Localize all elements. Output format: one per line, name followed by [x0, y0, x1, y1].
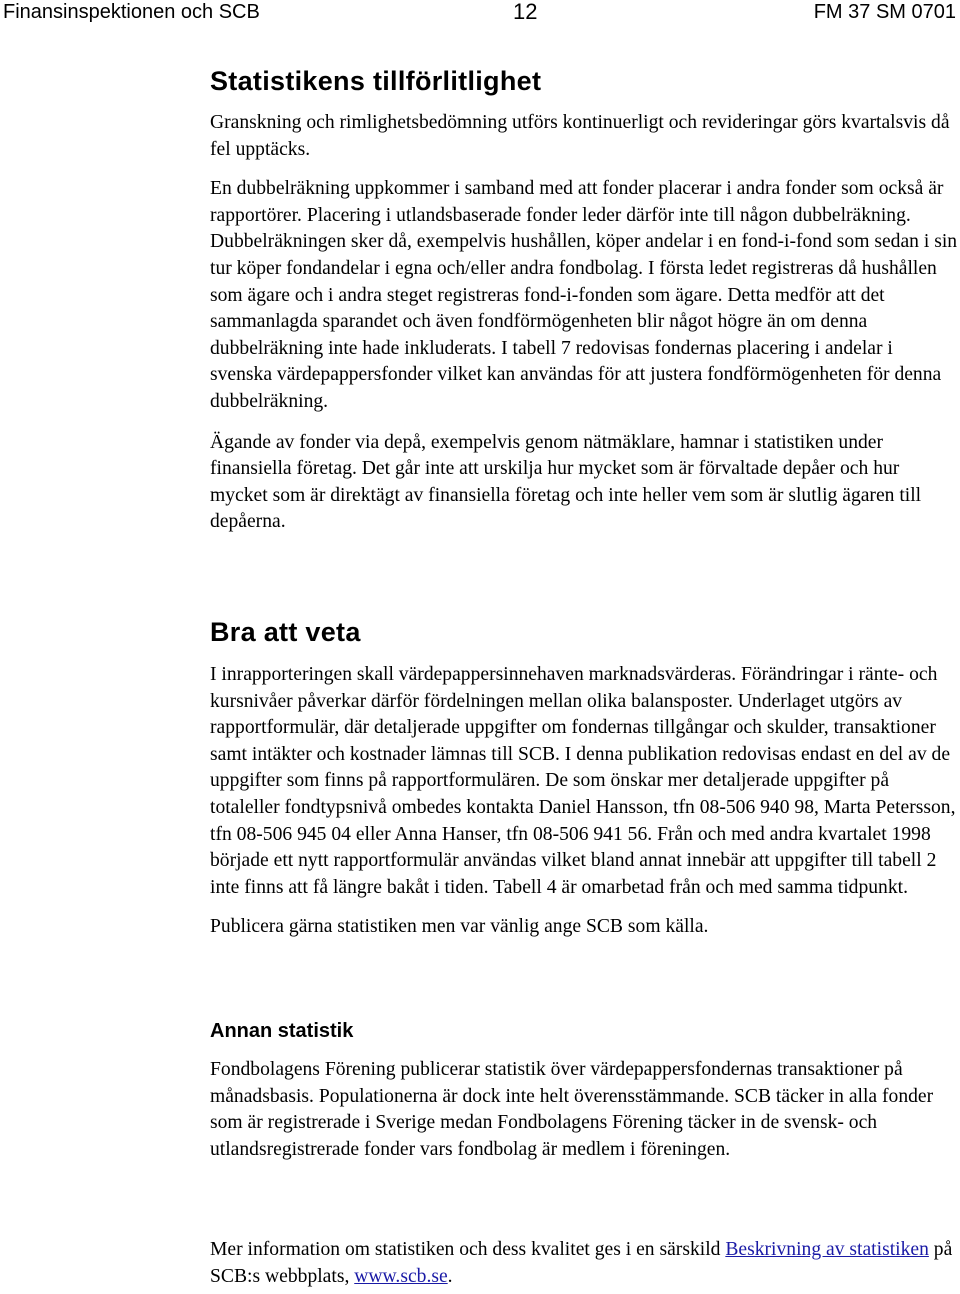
paragraph: En dubbelräkning uppkommer i samband med att fonder placerar i andra fonder som också är rapportörer. Placering i utlandsbaserade fonder leder därför inte till någon dubbelräkning. Dubbelräkningen sker då, exempelvis hushållen, köper andelar i en fond-i-fond som sedan i sin tur köper fondandelar i egna och/eller andra fondbolag. I första ledet registreras då hushållen som ägare och i andra steget registreras fond-i-fonden som ägare. Detta medför att det sammanlagda sparandet och även fondförmögenheten blir något högre än om denna dubbelräkning inte hade inkluderats. I tabell 7 redovisas fondernas placering i andelar i svenska värdepappersfonder vilket kan användas för att justera fondförmögenheten för denna dubbelräkning.	[210, 178, 958, 412]
paragraph: I inrapporteringen skall värdepappersinnehaven marknadsvärderas. Förändringar i ränte- och kursnivåer påverkar därför fördelningen mellan olika balansposter. Underlaget utgörs av rapportformulär, där detaljerade uppgifter om fondernas tillgångar och skulder, transaktioner samt intäkter och kostnader lämnas till SCB. I denna publikation redovisas endast en del av de uppgifter som finns på rapportformulären. De som önskar mer detaljerade uppgifter på totaleller fondtypsnivå ombedes kontakta Daniel Hansson, tfn 08-506 940 98, Marta Petersson, tfn 08-506 945 04 eller Anna Hanser, tfn 08-506 941 56. Från och med andra kvartalet 1998 började ett nytt rapportformulär användas vilket bland annat innebär att uppgifter till tabell 2 inte finns att få längre bakåt i tiden. Tabell 4 är omarbetad från och med samma tidpunkt.	[210, 664, 956, 898]
paragraph: Ägande av fonder via depå, exempelvis genom nätmäklare, hamnar i statistiken under finansiella företag. Det går inte att urskilja hur mycket som är förvaltade depåer och hur mycket som är direktägt av finansiella företag och inte heller vem som är slutlig ägaren till depåerna.	[210, 431, 922, 533]
page-number: 12	[513, 0, 538, 24]
paragraph: Granskning och rimlighetsbedömning utförs kontinuerligt och revideringar görs kvartalsvis då fel upptäcks.	[210, 112, 950, 160]
section-subheading: Annan statistik	[210, 1020, 354, 1042]
more-info	[210, 1237, 958, 1290]
more-info-text: .	[447, 1265, 453, 1287]
section-annan-statistik	[210, 1019, 958, 1163]
more-info-text: på SCB:s webbplats,	[210, 1239, 953, 1287]
running-header-left: Finansinspektionen och SCB	[3, 1, 260, 23]
section-heading: Bra att veta	[210, 617, 361, 647]
section-statistikens-tillforlitlighet	[210, 66, 958, 536]
more-info-text: Mer information om statistiken och dess kvalitet ges i en särskild	[210, 1239, 726, 1260]
beskrivning-link[interactable]: Beskrivning av statistiken	[725, 1239, 929, 1260]
more-info-paragraph	[210, 1237, 958, 1290]
scb-website-link[interactable]: www.scb.se	[354, 1265, 448, 1287]
paragraph: Publicera gärna statistiken men var vänlig ange SCB som källa.	[210, 916, 709, 938]
section-heading: Statistikens tillförlitlighet	[210, 66, 542, 96]
paragraph: Fondbolagens Förening publicerar statistik över värdepappersfondernas transaktioner på månadsbasis. Populationerna är dock inte helt överensstämmande. SCB täcker in alla fonder som är registrerade i Sverige medan Fondbolagens Förening täcker in de svensk- och utlandsregistrerade fonder vars fondbolag är medlem i föreningen.	[210, 1059, 934, 1160]
running-header-right: FM 37 SM 0701	[813, 1, 956, 23]
section-bra-att-veta	[210, 617, 958, 941]
